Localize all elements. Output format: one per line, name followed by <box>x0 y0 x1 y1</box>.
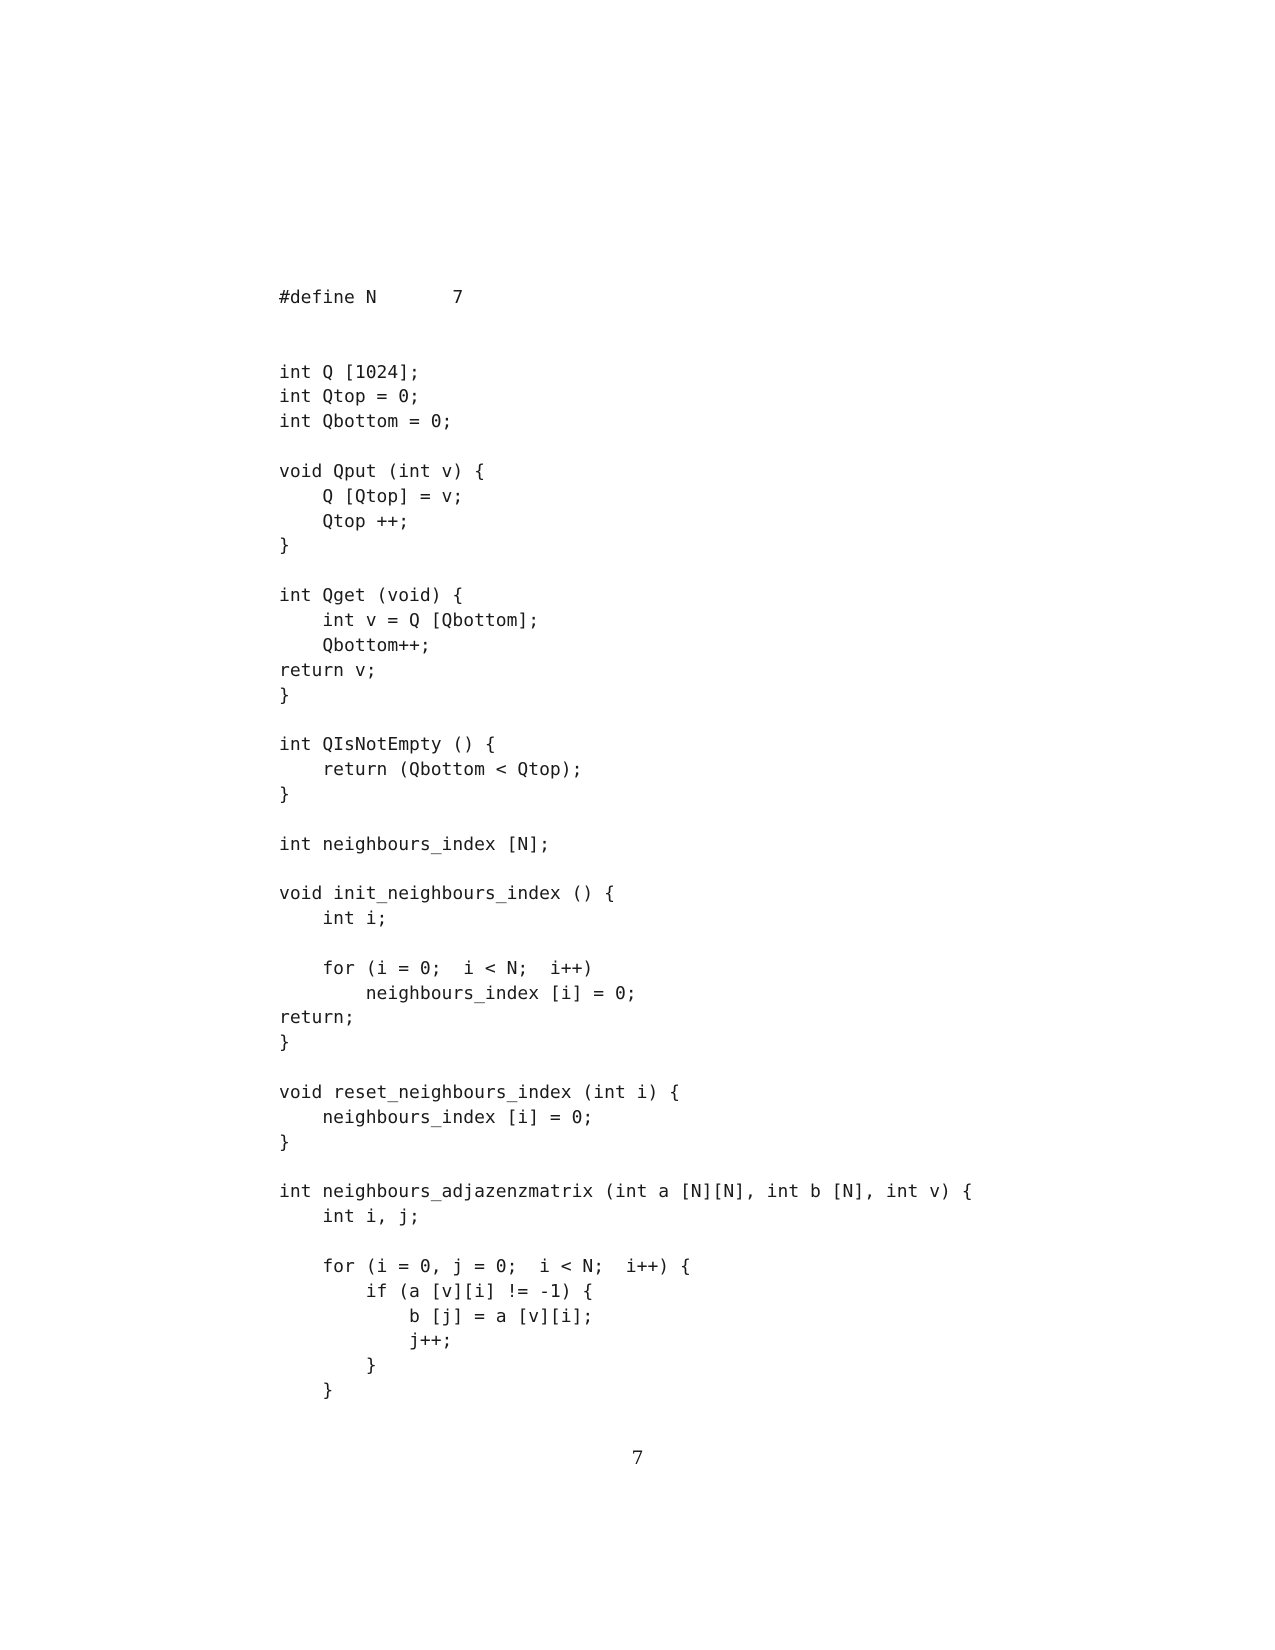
code-line: if (a [v][i] != -1) { <box>279 1280 594 1302</box>
code-line: int QIsNotEmpty () { <box>279 734 496 756</box>
code-line <box>279 311 973 336</box>
code-line: } <box>279 1131 290 1153</box>
code-line: return (Qbottom < Qtop); <box>279 759 583 781</box>
code-line: } <box>279 535 290 557</box>
code-line: int i, j; <box>279 1206 420 1228</box>
code-line <box>279 857 973 882</box>
code-line: Qbottom++; <box>279 634 431 656</box>
code-line: int v = Q [Qbottom]; <box>279 609 540 631</box>
code-line <box>279 336 973 361</box>
code-line: } <box>279 783 290 805</box>
code-line: #define N 7 <box>279 287 464 308</box>
code-line: Qtop ++; <box>279 510 410 532</box>
code-line: int Qget (void) { <box>279 585 464 607</box>
code-line: } <box>279 1355 377 1377</box>
code-line: } <box>279 684 290 706</box>
code-line: Q [Qtop] = v; <box>279 485 464 507</box>
code-line: int Q [1024]; <box>279 361 420 383</box>
code-line: for (i = 0; i < N; i++) <box>279 957 594 979</box>
code-line: void init_neighbours_index () { <box>279 883 615 905</box>
code-line: neighbours_index [i] = 0; <box>279 1106 594 1128</box>
code-line <box>279 932 973 957</box>
code-line: return; <box>279 1007 355 1029</box>
page-number: 7 <box>631 1447 644 1469</box>
code-line: j++; <box>279 1330 453 1352</box>
code-line <box>279 435 973 460</box>
code-listing <box>279 286 973 1404</box>
code-line: } <box>279 1032 290 1054</box>
code-line: int i; <box>279 908 388 930</box>
code-line <box>279 1156 973 1181</box>
code-line: b [j] = a [v][i]; <box>279 1305 594 1327</box>
code-line <box>279 559 973 584</box>
code-line: void Qput (int v) { <box>279 460 485 482</box>
code-line: int neighbours_adjazenzmatrix (int a [N][N], int b [N], int v) { <box>279 1181 973 1203</box>
code-line <box>279 708 973 733</box>
code-line <box>279 1056 973 1081</box>
code-line <box>279 1230 973 1255</box>
code-line: void reset_neighbours_index (int i) { <box>279 1082 680 1103</box>
code-line: int Qbottom = 0; <box>279 411 453 433</box>
code-line: return v; <box>279 659 377 681</box>
code-line: } <box>279 1380 334 1402</box>
code-line: neighbours_index [i] = 0; <box>279 982 637 1004</box>
code-line <box>279 808 973 833</box>
code-line: int Qtop = 0; <box>279 386 420 408</box>
code-line: int neighbours_index [N]; <box>279 833 550 855</box>
code-line: for (i = 0, j = 0; i < N; i++) { <box>279 1255 691 1277</box>
